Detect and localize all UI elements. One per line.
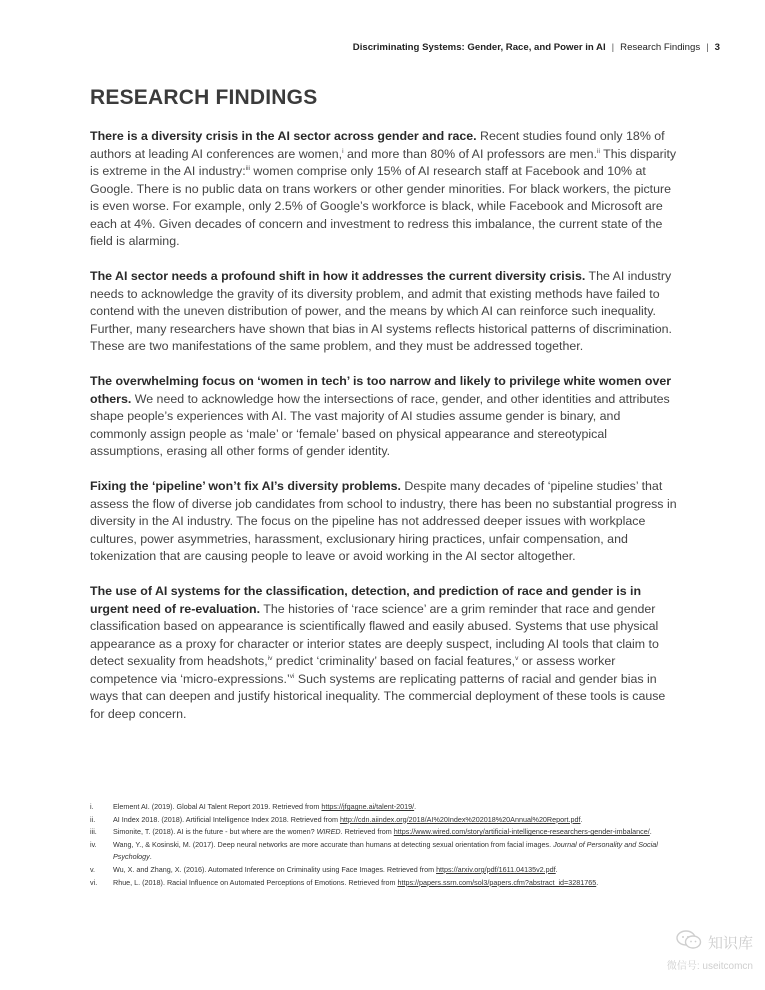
finding-text: The histories of ‘race science’ are a grim reminder that race and gender classification based on appearance is scientifically flawed and easily abused. Systems that use physical appearance as a proxy for character or interior states are deeply suspect, including AI tools that claim to detect sexuality from headshots, bbox=[90, 601, 659, 668]
section-name: Research Findings bbox=[620, 42, 701, 53]
finding-lead: The overwhelming focus on ‘women in tech’ is too narrow and likely to privilege white women over others. bbox=[90, 374, 672, 406]
wechat-icon bbox=[676, 930, 702, 955]
page-number: 3 bbox=[714, 42, 720, 53]
footnote-text: Wu, X. and Zhang, X. (2016). Automated Inference on Criminality using Face Images. Retrieved from https://arxiv.org/pdf/1611.04135v2.pdf. bbox=[113, 864, 558, 874]
finding-text: Such systems are replicating patterns of racial and gender bias in ways that can deepen and justify historical inequality. The commercial deployment of these tools is cause for deep concern. bbox=[90, 671, 666, 721]
footnote-link[interactable]: https://www.wired.com/story/artificial-intelligence-researchers-gender-imbalance/ bbox=[393, 827, 650, 837]
footnote-ref[interactable]: iii bbox=[245, 165, 250, 172]
running-header bbox=[353, 42, 720, 53]
footnote-text: Wang, Y., & Kosinski, M. (2017). Deep neural networks are more accurate than humans at detecting sexual orientation from facial images. Journal of Personality and Social Psychology. bbox=[113, 839, 658, 862]
finding-paragraph bbox=[90, 373, 680, 461]
header-separator: | bbox=[706, 42, 709, 53]
finding-paragraph bbox=[90, 583, 680, 723]
footnote-number: iii. bbox=[90, 827, 97, 837]
watermark bbox=[667, 930, 753, 972]
footnote-number: vi. bbox=[90, 877, 98, 887]
footnote-text: AI Index 2018. (2018). Artificial Intelligence Index 2018. Retrieved from http://cdn.aiindex.org/2018/AI%20Index%202018%20Annual%20Report.pdf. bbox=[113, 814, 583, 824]
page-heading: RESEARCH FINDINGS bbox=[90, 86, 318, 109]
footnote-link[interactable]: https://arxiv.org/pdf/1611.04135v2.pdf bbox=[436, 864, 556, 874]
footnote-ref[interactable]: iv bbox=[267, 655, 273, 662]
footnote-text: Simonite, T. (2018). AI is the future - but where are the women? WIRED. Retrieved from https://www.wired.com/story/artificial-intelligence-researchers-gender-imbalance/. bbox=[113, 827, 652, 837]
findings-body bbox=[90, 128, 680, 741]
finding-text: Despite many decades of ‘pipeline studies’ that assess the flow of diverse job candidates from school to industry, there has been no substantial progress in diversity in the AI industry. The focus on the pipeline has not addressed deeper issues with workplace cultures, power asymmetries, harassment, exclusionary hiring practices, unfair compensation, and tokenization that are causing people to leave or avoid working in the AI sector altogether. bbox=[90, 479, 677, 563]
finding-paragraph bbox=[90, 268, 680, 356]
footnote-ref[interactable]: i bbox=[342, 147, 344, 155]
finding-text: The AI industry needs to acknowledge the gravity of its diversity problem, and admit that existing methods have failed to contend with the uneven distribution of power, and the means by which AI can reinforce such inequality. Further, many researchers have shown that bias in AI systems reflects historical patterns of discrimination. These are two manifestations of the same problem, and they must be addressed together. bbox=[90, 269, 672, 353]
watermark-account: 微信号: useitcomcn bbox=[666, 961, 753, 972]
footnote bbox=[90, 839, 680, 864]
watermark-name: 知识库 bbox=[707, 935, 753, 952]
footnote-number: iv. bbox=[90, 839, 97, 849]
footnote-link[interactable]: http://cdn.aiindex.org/2018/AI%20Index%202018%20Annual%20Report.pdf bbox=[339, 814, 581, 824]
footnote-ref[interactable]: vi bbox=[289, 672, 295, 680]
footnote-ref[interactable]: ii bbox=[597, 147, 600, 155]
footnote bbox=[90, 864, 680, 877]
header-separator: | bbox=[611, 42, 615, 53]
finding-text: predict ‘criminality’ based on facial features, bbox=[272, 654, 516, 668]
finding-lead: The AI sector needs a profound shift in how it addresses the current diversity crisis. bbox=[90, 269, 586, 283]
document-title: Discriminating Systems: Gender, Race, and Power in AI bbox=[352, 42, 606, 53]
finding-text: or assess worker competence via ‘micro-expressions.’ bbox=[90, 654, 616, 686]
footnote bbox=[90, 877, 680, 890]
finding-lead: Fixing the ‘pipeline’ won’t fix AI’s diversity problems. bbox=[90, 479, 401, 493]
footnote-number: ii. bbox=[90, 814, 96, 824]
finding-paragraph bbox=[90, 128, 680, 251]
footnote-text: Element AI. (2019). Global AI Talent Report 2019. Retrieved from https://jfgagne.ai/talent-2019/. bbox=[113, 802, 417, 811]
footnote bbox=[90, 801, 680, 814]
footnotes bbox=[90, 801, 680, 889]
footnote-number: i. bbox=[90, 802, 94, 811]
footnote-text: Rhue, L. (2018). Racial Influence on Automated Perceptions of Emotions. Retrieved from https://papers.ssrn.com/sol3/papers.cfm?abstract_id=3281765. bbox=[113, 877, 599, 887]
finding-text: Recent studies found only 18% of authors at leading AI conferences are women, bbox=[90, 129, 665, 161]
finding-paragraph bbox=[90, 478, 680, 566]
finding-text: This disparity is extreme in the AI industry: bbox=[90, 146, 677, 178]
footnote bbox=[90, 814, 680, 827]
finding-text: We need to acknowledge how the intersections of race, gender, and other identities and attributes shape people’s experiences with AI. The vast majority of AI studies assume gender is binary, and commonly assign people as ‘male’ or ‘female’ based on physical appearance and stereotypical assumptions, erasing all other forms of gender identity. bbox=[90, 391, 670, 458]
footnote bbox=[90, 826, 680, 839]
footnote-link[interactable]: https://jfgagne.ai/talent-2019/ bbox=[321, 802, 415, 811]
watermark-row bbox=[667, 930, 753, 955]
footnote-ref[interactable]: v bbox=[515, 655, 519, 662]
finding-lead: There is a diversity crisis in the AI sector across gender and race. bbox=[90, 129, 477, 143]
finding-lead: The use of AI systems for the classification, detection, and prediction of race and gender is in urgent need of re-evaluation. bbox=[90, 584, 642, 616]
finding-text: women comprise only 15% of AI research staff at Facebook and 10% at Google. There is no public data on trans workers or other gender minorities. For black workers, the picture is even worse. For example, only 2.5% of Google’s workforce is black, while Facebook and Microsoft are each at 4%. Given decades of concern and investment to redress this imbalance, the current state of the field is alarming. bbox=[90, 164, 672, 248]
finding-text: and more than 80% of AI professors are men. bbox=[343, 146, 598, 161]
footnote-link[interactable]: https://papers.ssrn.com/sol3/papers.cfm?abstract_id=3281765 bbox=[397, 877, 597, 887]
footnote-number: v. bbox=[90, 864, 96, 874]
